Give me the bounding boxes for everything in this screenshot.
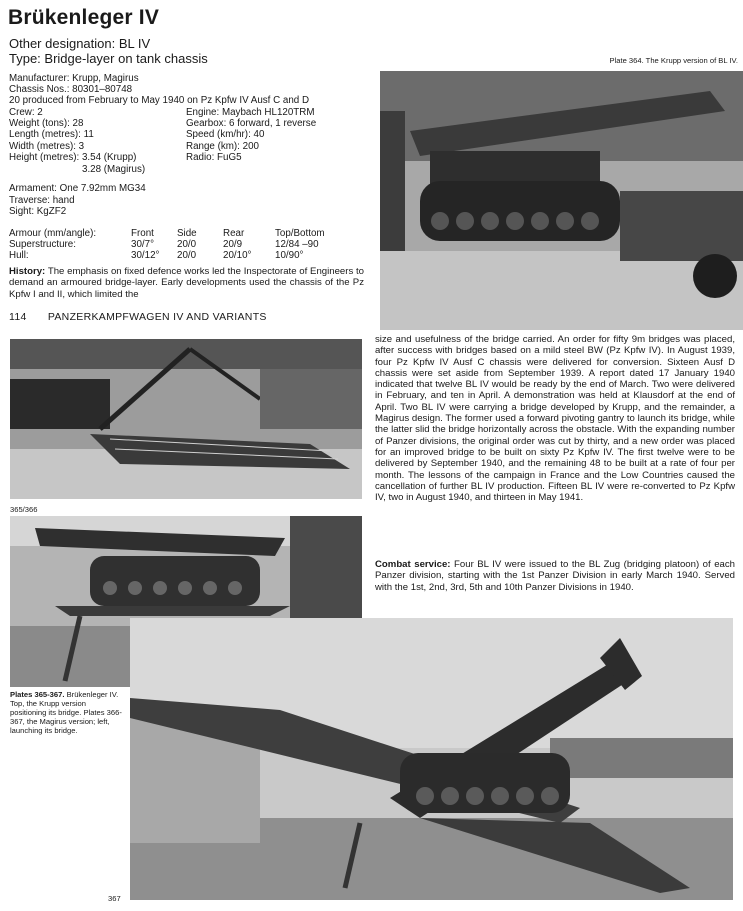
- combat-service-label: Combat service:: [375, 559, 451, 570]
- armour-cell: 30/7°: [131, 239, 154, 250]
- spec-weight: Weight (tons): 28: [9, 118, 84, 129]
- spec-traverse: Traverse: hand: [9, 195, 75, 206]
- spec-armament: Armament: One 7.92mm MG34: [9, 183, 146, 194]
- armour-header-cell: Armour (mm/angle):: [9, 228, 97, 239]
- photo-plate-367: [130, 618, 733, 900]
- history-continued: size and usefulness of the bridge carried. An order for fifty 9m bridges was placed, after success with bridges based on a mild steel BW (Pz Kpfw IV). In August 1939, four Pz Kpfw IV Ausf C chassis were delivered for conversion. Sixteen Ausf D chassis were set aside from September 1939. A report dated 17 January 1940 indicated that twelve BL IV would be ready by the end of March. Two were delivered in February, and ten in April. A demonstration was held at Klausdorf at the end of April. Two BL IV were carrying a bridge developed by Krupp, and the remainder, a Magirus design. The former used a forward pivoting gantry to launch its bridge, while the latter slid the bridge horizontally across the obstacle. With the expanding number of Panzer divisions, the original order was cut by thirty, and a new order was placed for an improved bridge to be built on sixty Pz Kpfw IV. The first twelve were to be delivered by September 1940, and the remaining 48 to be built at a rate of four per month. The lessons of the campaign in France and the Low Countries caused the cancellation of further BL IV production. Fifteen BL IV were re-converted to Pz Kpfw IV, two in August 1940, and thirteen in May 1941.: [375, 334, 735, 504]
- caption-plates-line1: Brükenleger: [66, 690, 108, 699]
- spec-speed: Speed (km/hr): 40: [186, 129, 265, 140]
- label-365-366: 365/366: [10, 505, 38, 514]
- spec-range: Range (km): 200: [186, 141, 259, 152]
- armour-table: [9, 228, 335, 261]
- running-title: PANZERKAMPFWAGEN IV AND VARIANTS: [47, 311, 267, 323]
- caption-plates-label: Plates 365-367.: [10, 690, 65, 699]
- armour-cell: Hull:: [9, 250, 29, 261]
- armour-cell: 12/84 –90: [275, 239, 319, 250]
- armour-header-cell: Top/Bottom: [275, 228, 325, 239]
- spec-sight: Sight: KgZF2: [9, 206, 67, 217]
- label-367: 367: [108, 894, 121, 903]
- spec-engine: Engine: Maybach HL120TRM: [186, 107, 315, 118]
- spec-chassis: Chassis Nos.: 80301–80748: [9, 84, 133, 95]
- spec-length: Length (metres): 11: [9, 129, 94, 140]
- caption-plate-364: Plate 364. The Krupp version of BL IV.: [609, 56, 738, 65]
- running-header: [9, 311, 285, 323]
- history-label: History:: [9, 266, 46, 277]
- krupp-bridge-positioning-image: [10, 339, 362, 499]
- krupp-bridgelayer-image: [380, 71, 743, 330]
- armour-row: [9, 250, 335, 261]
- spec-manufacturer: Manufacturer: Krupp, Magirus: [9, 73, 139, 84]
- spec-height: Height (metres): 3.54 (Krupp): [9, 152, 137, 163]
- armour-header-cell: Rear: [223, 228, 245, 239]
- other-designation: Other designation: BL IV: [9, 36, 151, 51]
- caption-plates-365-367: [10, 690, 122, 735]
- page-number: 114: [9, 311, 27, 323]
- armour-cell: 20/10°: [223, 250, 252, 261]
- spec-production: 20 produced from February to May 1940 on Pz Kpfw IV Ausf C and D: [9, 95, 310, 106]
- spec-height-alt: 3.28 (Magirus): [82, 164, 146, 175]
- armour-header-cell: Front: [131, 228, 154, 239]
- armour-row: [9, 239, 335, 250]
- page-title: Brükenleger IV: [8, 6, 160, 29]
- history-intro-text: The emphasis on fixed defence works led the Inspectorate of Engineers to demand an armoured bridge-layer. Early developments used the chassis of the Pz Kpfw I and II, which limited the: [9, 266, 364, 300]
- spec-gearbox: Gearbox: 6 forward, 1 reverse: [186, 118, 317, 129]
- combat-service: [375, 559, 735, 593]
- armour-header-row: [9, 228, 335, 239]
- armour-cell: Superstructure:: [9, 239, 76, 250]
- spec-crew: Crew: 2: [9, 107, 43, 118]
- caption-plates-text: IV. Top, the Krupp version positioning its bridge. Plates 366-367, the Magirus version; left, launching its bridge.: [10, 690, 122, 735]
- spec-width: Width (metres): 3: [9, 141, 85, 152]
- armour-cell: 30/12°: [131, 250, 160, 261]
- armour-header-cell: Side: [177, 228, 197, 239]
- history-intro: [9, 266, 364, 300]
- vehicle-type: Type: Bridge-layer on tank chassis: [9, 51, 208, 66]
- spec-radio: Radio: FuG5: [186, 152, 242, 163]
- armour-cell: 20/0: [177, 239, 197, 250]
- armour-cell: 10/90°: [275, 250, 304, 261]
- combat-service-text: Four BL IV were issued to the BL Zug (bridging platoon) of each Panzer division, starting with the 1st Panzer Division in early March 1940. Served with the 1st, 2nd, 3rd, 5th and 10th Panzer Divisions in 1940.: [375, 559, 735, 593]
- armour-cell: 20/9: [223, 239, 243, 250]
- armour-cell: 20/0: [177, 250, 197, 261]
- photo-plate-365: [10, 339, 362, 499]
- photo-plate-364: [380, 71, 743, 330]
- magirus-launching-bridge-image: [130, 618, 733, 900]
